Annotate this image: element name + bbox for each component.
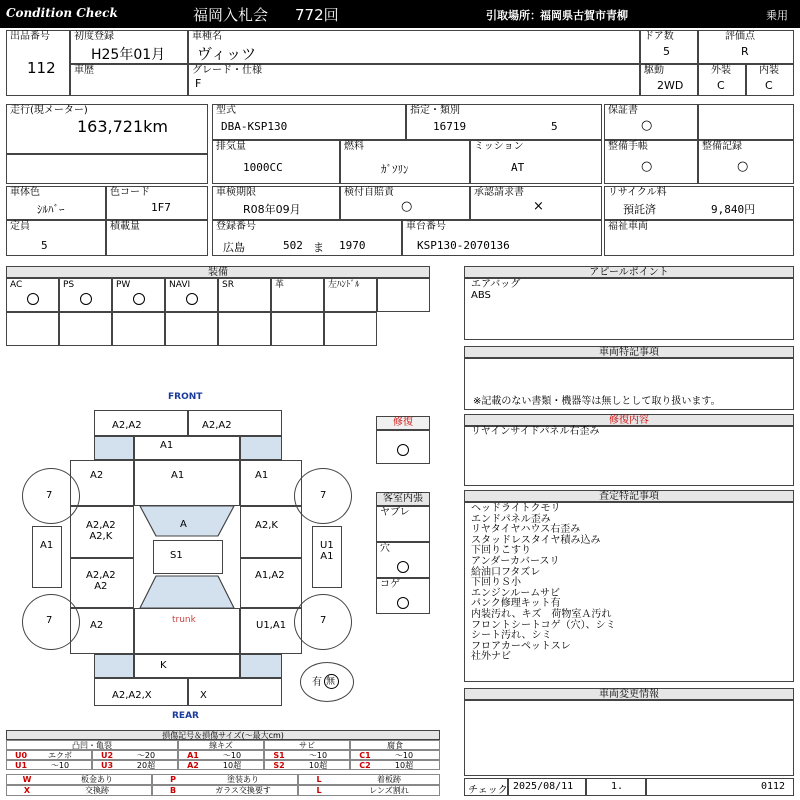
taillight-right [240, 654, 282, 678]
fuel-label: 燃料 [344, 141, 364, 152]
score-value: R [741, 45, 749, 58]
first-reg-value: H25年01月 [91, 47, 166, 63]
recycle-status: 預託済 [623, 203, 656, 216]
capacity-value: 5 [41, 239, 48, 252]
legend-text: 塗装あり [227, 775, 259, 784]
legend-cell [6, 760, 92, 770]
legend-code: C1 [359, 751, 371, 760]
check-label: チェック [468, 785, 508, 796]
interior-damage-mark [397, 597, 409, 609]
displacement-label: 排気量 [216, 141, 246, 152]
pickup-label: 引取場所： [486, 9, 541, 22]
session-number: 772回 [295, 6, 339, 24]
legend-cell [350, 760, 440, 770]
damage-rear-panel: K [160, 660, 167, 671]
maint-book-box [604, 140, 698, 184]
equipment-label: AC [10, 280, 23, 290]
legend-cell [298, 785, 440, 796]
special-title: 車両特記事項 [464, 346, 794, 358]
headlight-left [94, 436, 134, 460]
rear-label: REAR [172, 711, 199, 721]
color-code-label: 色コード [110, 187, 150, 198]
repair-title: 修復 [376, 416, 430, 430]
appeal-title: アピールポイント [464, 266, 794, 278]
approval-box [470, 186, 602, 220]
plate-kana: ま [313, 241, 324, 254]
drive-value: 2WD [657, 79, 684, 92]
tire-fl-value: 7 [46, 490, 53, 501]
legend-cell [350, 750, 440, 760]
welfare-box [604, 220, 794, 256]
legend-code: U0 [14, 751, 28, 760]
transmission-box [470, 140, 602, 184]
check-number: 1. [611, 781, 624, 792]
insurance-label: 検付自賠責 [344, 187, 394, 198]
mileage-box [6, 104, 208, 154]
welfare-label: 福祉車両 [608, 221, 648, 232]
color-value: ｼﾙﾊﾞｰ [37, 203, 65, 216]
repair-detail-title: 修復内容 [464, 414, 794, 426]
legend-cell [152, 785, 298, 796]
warranty-blank-box [698, 104, 794, 140]
repair-detail-text: リヤインサイドパネル右歪み [471, 426, 600, 437]
interior-damage-label: コゲ [380, 579, 400, 590]
logo-text: Condition Check [6, 6, 118, 20]
designation-label: 指定・類別 [410, 105, 460, 116]
legend-code: U2 [100, 751, 114, 760]
history-box [70, 64, 188, 96]
doors-value: 5 [663, 45, 670, 58]
legend-code: B [169, 786, 177, 795]
inspector-line: フロントシートコゲ（穴）、シミ [471, 619, 616, 631]
special-box [464, 358, 794, 410]
check-num-box [586, 778, 646, 796]
tire-rr-value: 7 [320, 615, 327, 626]
interior-damage-label: ヤブレ [380, 507, 410, 518]
score-label: 評価点 [725, 31, 755, 42]
exterior-value: C [717, 79, 725, 92]
taillight-left [94, 654, 134, 678]
model-box [212, 104, 406, 140]
equipment-check-icon [27, 293, 39, 305]
pickup-location: 福岡県古賀市青柳 [540, 9, 628, 22]
transmission-value: AT [511, 161, 525, 174]
changes-title: 車両変更情報 [464, 688, 794, 700]
equipment-cell [324, 278, 377, 312]
load-box [106, 220, 208, 256]
interior-box [746, 64, 794, 96]
inspector-line: 下回りこすり [471, 545, 531, 557]
interior-damage-cell [376, 506, 430, 542]
legend-text: 板金あり [81, 775, 113, 784]
equipment-blank-cell [218, 312, 271, 346]
legend-code: U3 [100, 761, 114, 770]
roof [153, 540, 223, 574]
warranty-value: ○ [641, 118, 653, 133]
damage-mirror-l: A1 [40, 540, 54, 551]
check-code-box [646, 778, 794, 796]
changes-box [464, 700, 794, 776]
interior-damage-title: 客室内張 [376, 492, 430, 506]
legend-text: 20超 [136, 761, 156, 770]
repair-mark [397, 444, 409, 456]
warranty-box [604, 104, 698, 140]
mirror-left [32, 526, 62, 588]
plate-label: 登録番号 [216, 221, 256, 232]
maint-book-label: 整備手帳 [608, 141, 648, 152]
trunk-label: trunk [172, 615, 196, 625]
color-label: 車体色 [10, 187, 40, 198]
damage-quarter-rr: U1,A1 [256, 620, 287, 631]
equipment-label: NAVI [169, 280, 191, 290]
drive-label: 駆動 [644, 65, 664, 76]
insurance-box [340, 186, 470, 220]
legend-cell [152, 774, 298, 785]
damage-quarter-rl: A2 [90, 620, 104, 631]
legend-code: A2 [187, 761, 199, 770]
damage-door-rr: A1,A2 [255, 570, 285, 581]
designation-value: 16719 [433, 120, 467, 133]
door-front-right [240, 506, 302, 558]
damage-windshield: A [180, 519, 187, 530]
history-label: 車歴 [74, 65, 94, 76]
legend-cell [92, 760, 178, 770]
chassis-box [402, 220, 602, 256]
interior-damage-mark [397, 561, 409, 573]
plate-box [212, 220, 402, 256]
equipment-cell [377, 278, 430, 312]
legend-cell [92, 750, 178, 760]
model-value: DBA-KSP130 [221, 120, 288, 133]
legend-cell [6, 785, 152, 796]
approval-value: × [533, 199, 544, 214]
inspector-box [464, 502, 794, 682]
legend-code: L [316, 775, 322, 784]
equipment-cell [59, 278, 112, 312]
damage-door-fr: A2,K [255, 520, 278, 531]
inspector-line: フロアカーペットスレ [471, 640, 571, 652]
fuel-box [340, 140, 470, 184]
first-reg-box [70, 30, 188, 64]
legend-cell [6, 774, 152, 785]
legend-code: S2 [273, 761, 285, 770]
equipment-label: SR [222, 280, 234, 290]
inspection-label: 車検期限 [216, 187, 256, 198]
interior-damage-cell [376, 578, 430, 614]
check-date: 2025/08/11 [513, 781, 574, 792]
damage-hood: A1 [160, 440, 174, 451]
interior-damage-label: 穴 [380, 543, 390, 554]
repair-mark-box [376, 430, 430, 464]
equipment-label: 革 [275, 280, 285, 290]
repair-detail-box [464, 426, 794, 486]
inspector-line: スタッドレスタイヤ積み込み [471, 534, 601, 546]
appeal-line: エアバッグ [471, 279, 521, 290]
headlight-right [240, 436, 282, 460]
inspector-line: シート汚れ、シミ [471, 630, 552, 642]
damage-roof: S1 [170, 550, 183, 561]
damage-bumper-rl: A2,A2,X [112, 690, 152, 701]
approval-label: 承認請求書 [474, 187, 524, 198]
lot-number: 112 [27, 59, 56, 77]
vehicle-class: 乗用 [766, 9, 788, 22]
legend-code: A1 [187, 751, 199, 760]
equipment-cell [271, 278, 324, 312]
equipment-blank-cell [112, 312, 165, 346]
legend-col-header: 凸凹・亀裂 [6, 740, 178, 750]
capacity-box [6, 220, 106, 256]
inspector-line: アンダーカバースリ [471, 556, 560, 567]
legend-cell [298, 774, 440, 785]
legend-col-header: サビ [264, 740, 350, 750]
doors-label: ドア数 [644, 31, 674, 42]
displacement-box [212, 140, 340, 184]
plate-number: 502 [283, 239, 303, 252]
equipment-cell [165, 278, 218, 312]
model-label: 型式 [216, 105, 236, 116]
door-rear-right [240, 558, 302, 608]
maint-book-value: ○ [641, 159, 653, 174]
category-value: 5 [551, 120, 558, 133]
legend-code: X [23, 786, 31, 795]
equipment-label: PW [116, 280, 131, 290]
damage-mirror-r: U1 A1 [320, 540, 334, 562]
inspector-line: 社外ナビ [471, 651, 511, 663]
legend-text: 〜10 [50, 761, 70, 770]
car-name-value: ヴィッツ [197, 45, 257, 63]
check-code: 0112 [761, 781, 786, 792]
load-label: 積載量 [110, 221, 140, 232]
inspector-line: ヘッドライトクモリ [471, 503, 561, 514]
spare-mark: 無 [326, 677, 336, 687]
tire-fr-value: 7 [320, 490, 327, 501]
equipment-check-icon [80, 293, 92, 305]
inspector-line: 内装汚れ、キズ 荷物室Ａ汚れ [471, 609, 612, 620]
grade-box [188, 64, 640, 96]
check-label-box [464, 778, 508, 796]
legend-text: 交換跡 [85, 786, 109, 795]
rear-panel [134, 654, 240, 678]
exterior-box [698, 64, 746, 96]
legend-text: エクボ [48, 751, 72, 760]
legend-code: W [22, 775, 32, 784]
plate-serial: 1970 [339, 239, 366, 252]
inspection-box [212, 186, 340, 220]
color-box [6, 186, 106, 220]
legend-cell [6, 750, 92, 760]
special-note: ※記載のない書類・機器等は無しとして取り扱います。 [473, 396, 721, 407]
chassis-value: KSP130-2070136 [417, 239, 510, 252]
damage-fender-fr: A1 [255, 470, 269, 481]
check-date-box [508, 778, 586, 796]
first-reg-label: 初度登録 [74, 31, 114, 42]
legend-code: L [316, 786, 322, 795]
legend-title: 損傷記号＆損傷サイズ(〜最大cm) [6, 730, 440, 740]
inspector-title: 査定特記事項 [464, 490, 794, 502]
legend-code: U1 [14, 761, 28, 770]
inspector-line: エンジンルームサビ [471, 587, 561, 599]
lot-label: 出品番号 [10, 31, 50, 42]
legend-text: 10超 [394, 761, 414, 770]
legend-cell [178, 760, 264, 770]
equipment-blank-cell [271, 312, 324, 346]
legend-cell [264, 760, 350, 770]
equipment-check-icon [186, 293, 198, 305]
front-label: FRONT [168, 392, 203, 402]
equipment-cell [6, 278, 59, 312]
mileage-value: 163,721km [77, 117, 169, 136]
equipment-title: 装備 [6, 266, 430, 278]
maint-record-label: 整備記録 [702, 141, 742, 152]
header-bar [0, 0, 800, 28]
inspector-line: 給油口フタズレ [471, 566, 541, 578]
quarter-rear-left [70, 608, 134, 654]
spare-label: 有 [312, 677, 322, 688]
damage-fender-fl: A2 [90, 470, 104, 481]
inspector-line: パンク修理キット有 [471, 598, 561, 610]
color-code-box [106, 186, 208, 220]
designation-box [406, 104, 602, 140]
recycle-box [604, 186, 794, 220]
equipment-blank-cell [165, 312, 218, 346]
legend-cell [178, 750, 264, 760]
auction-name: 福岡入札会 [193, 6, 269, 24]
displacement-value: 1000CC [243, 161, 283, 174]
quarter-rear-right [240, 608, 302, 654]
warranty-label: 保証書 [608, 105, 638, 116]
interior-damage-cell [376, 542, 430, 578]
legend-code: P [170, 775, 176, 784]
equipment-cell [112, 278, 165, 312]
hood-main [134, 460, 240, 506]
mileage-sub-box [6, 154, 208, 184]
appeal-box [464, 278, 794, 340]
equipment-check-icon [133, 293, 145, 305]
inspector-line: エンドパネル歪み [471, 513, 551, 525]
inspector-line: 下回りＳ小 [471, 577, 521, 589]
recycle-label: リサイクル料 [608, 187, 667, 198]
inspection-value: R08年09月 [243, 203, 301, 216]
equipment-label: PS [63, 280, 75, 290]
maint-record-value: ○ [737, 159, 749, 174]
grade-label: グレード・仕様 [192, 65, 262, 76]
legend-text: 〜10 [394, 751, 414, 760]
damage-hood-main: A1 [171, 470, 185, 481]
inspector-line: リヤタイヤハウス右歪み [471, 524, 581, 536]
maint-record-box [698, 140, 794, 184]
fuel-value: ｶﾞｿﾘﾝ [381, 163, 409, 176]
damage-front-right: A2,A2 [202, 420, 232, 431]
plate-area: 広島 [223, 241, 245, 254]
capacity-label: 定員 [10, 221, 30, 232]
drive-box [640, 64, 698, 96]
legend-cell [264, 750, 350, 760]
legend-text: 〜20 [136, 751, 156, 760]
legend-text: 〜10 [308, 751, 328, 760]
legend-col-header: 線キズ [178, 740, 264, 750]
hood-front [134, 436, 240, 460]
equipment-cell [218, 278, 271, 312]
car-name-box [188, 30, 640, 64]
tire-rl-value: 7 [46, 615, 53, 626]
recycle-fee: 9,840円 [711, 203, 756, 216]
transmission-label: ミッション [474, 141, 524, 152]
grade-value: F [195, 77, 202, 90]
legend-text: ガラス交換要す [215, 786, 271, 795]
legend-code: S1 [273, 751, 285, 760]
lot-box [6, 30, 70, 96]
legend-code: C2 [359, 761, 371, 770]
legend-col-header: 腐食 [350, 740, 440, 750]
damage-front-left: A2,A2 [112, 420, 142, 431]
mileage-label: 走行(現メーター) [10, 105, 88, 116]
damage-door-rl: A2,A2 A2 [86, 570, 116, 592]
color-code-value: 1F7 [151, 201, 171, 214]
score-box [698, 30, 794, 64]
legend-text: 〜10 [222, 751, 242, 760]
equipment-blank-cell [324, 312, 377, 346]
fender-front-right [240, 460, 302, 506]
interior-value: C [765, 79, 773, 92]
interior-label: 内装 [759, 65, 779, 76]
equipment-label: 左ﾊﾝﾄﾞﾙ [328, 280, 360, 290]
insurance-value: ○ [401, 199, 413, 214]
legend-text: レンズ割れ [369, 786, 409, 795]
equipment-blank-cell [6, 312, 59, 346]
legend-text: 着板跡 [377, 775, 401, 784]
damage-door-fl: A2,A2 A2,K [86, 520, 116, 542]
car-name-label: 車種名 [192, 31, 222, 42]
appeal-line: ABS [471, 290, 491, 301]
doors-box [640, 30, 698, 64]
equipment-blank-cell [59, 312, 112, 346]
chassis-label: 車台番号 [406, 221, 446, 232]
exterior-label: 外装 [711, 65, 731, 76]
legend-text: 10超 [308, 761, 328, 770]
legend-text: 10超 [222, 761, 242, 770]
damage-bumper-rr: X [200, 690, 207, 701]
